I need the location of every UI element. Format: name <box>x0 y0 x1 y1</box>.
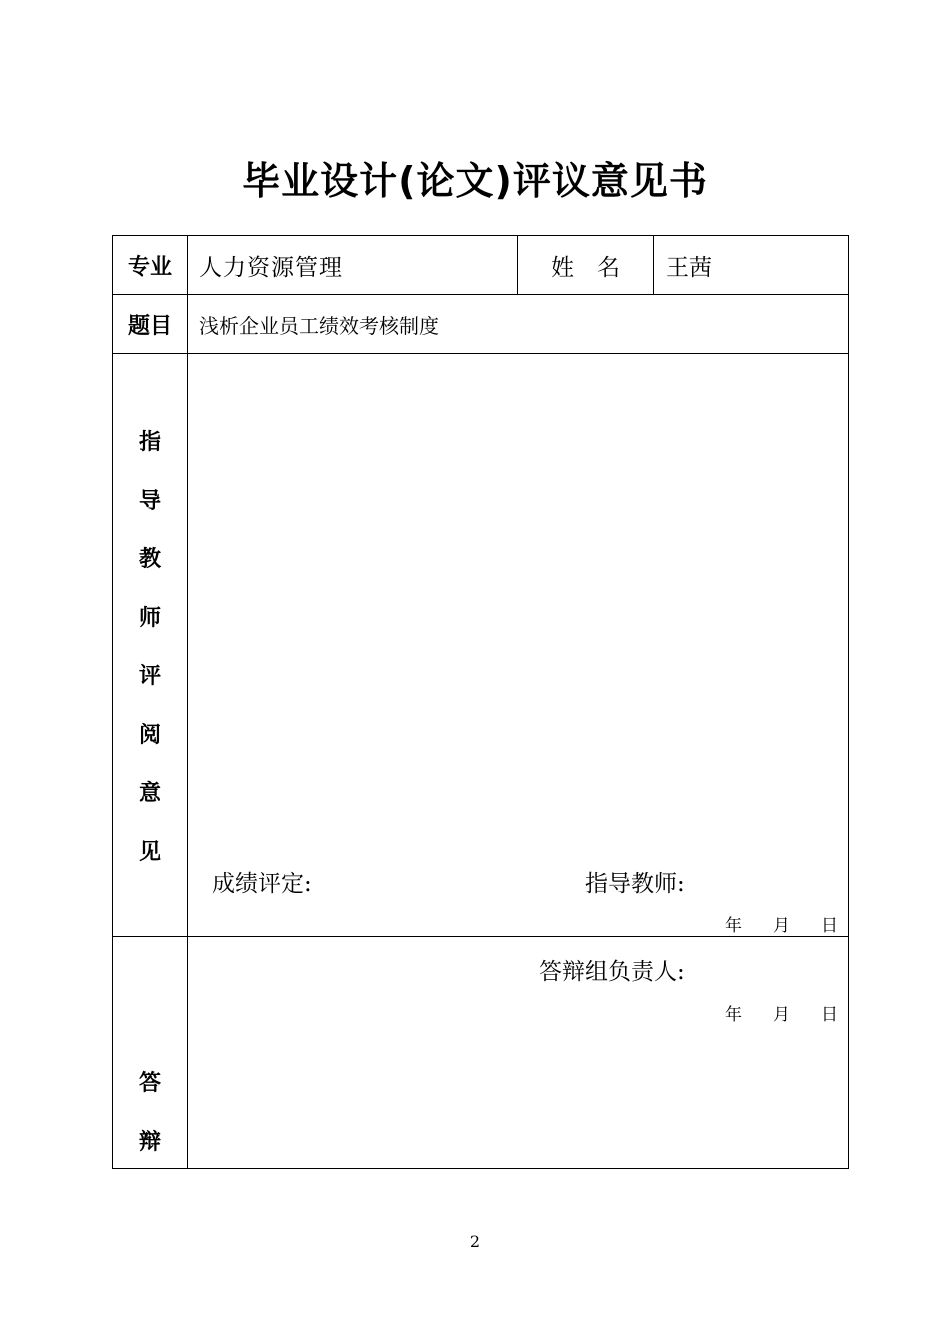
name-label: 姓 名 <box>551 254 620 281</box>
defense-date <box>725 1000 838 1025</box>
label-char: 评 <box>138 664 161 689</box>
evaluation-form <box>112 235 849 1169</box>
date-day: 日 <box>821 1005 838 1025</box>
label-char: 阅 <box>138 722 161 748</box>
label-char: 答 <box>138 1071 161 1096</box>
page-number: 2 <box>469 1232 481 1251</box>
grade-label: 成绩评定: <box>212 871 312 897</box>
column-divider <box>187 236 188 1168</box>
date-day: 日 <box>821 916 838 936</box>
defense-section-label <box>113 1055 187 1172</box>
label-char: 意 <box>138 781 161 806</box>
topic-label: 题目 <box>127 313 172 339</box>
name-value: 王茜 <box>666 254 712 281</box>
topic-value: 浅析企业员工绩效考核制度 <box>199 313 439 338</box>
label-char: 指 <box>138 430 161 455</box>
date-month: 月 <box>773 916 790 936</box>
date-year: 年 <box>725 916 742 936</box>
label-char: 师 <box>138 605 161 631</box>
label-char: 导 <box>138 488 161 514</box>
row-divider <box>113 353 848 354</box>
label-char: 辩 <box>138 1129 161 1155</box>
major-label: 专业 <box>127 254 172 280</box>
advisor-date <box>725 911 838 936</box>
label-char: 见 <box>138 839 161 865</box>
advisor-signature-label: 指导教师: <box>585 871 685 897</box>
advisor-section-label <box>113 414 187 882</box>
document-title: 毕业设计(论文)评议意见书 <box>242 159 708 203</box>
date-year: 年 <box>725 1005 742 1025</box>
date-month: 月 <box>773 1005 790 1025</box>
major-value: 人力资源管理 <box>199 254 343 281</box>
column-divider <box>653 236 654 294</box>
row-divider <box>113 936 848 937</box>
defense-leader-label: 答辩组负责人: <box>539 959 685 985</box>
label-char: 教 <box>138 547 161 572</box>
